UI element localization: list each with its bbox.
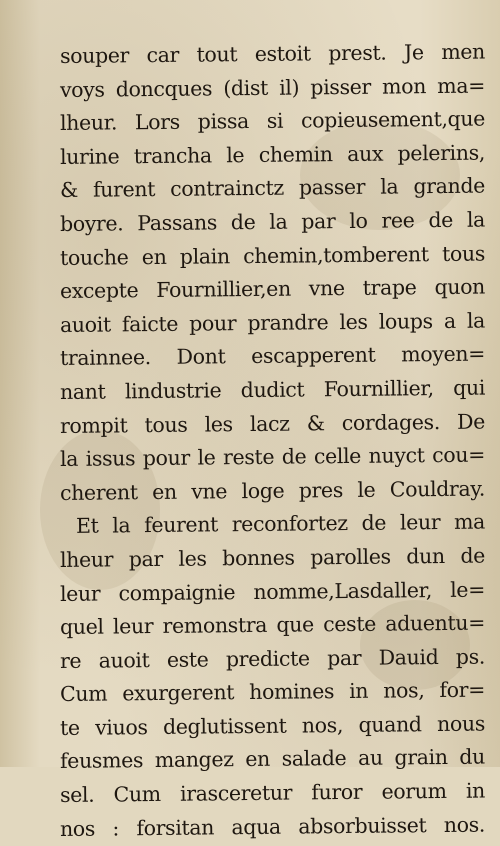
text-line: voys doncques (dist il) pisser mon ma= [59, 73, 486, 102]
text-line: sel. Cum irasceretur furor eorum in [59, 778, 486, 808]
text-line: & furent contrainctz passer la grande [59, 173, 486, 203]
text-line: auoit faicte pour prandre les loups a la [59, 308, 486, 337]
text-line: re auoit este predicte par Dauid ps. [59, 644, 486, 673]
text-line: lurine trancha le chemin aux pelerins, [59, 140, 486, 169]
text-line-paragraph-start: Et la feurent reconfortez de leur ma [75, 509, 486, 539]
text-line: nant lindustrie dudict Fournillier, qui [59, 375, 486, 404]
text-line: boyre. Passans de la par lo ree de la [59, 207, 486, 236]
text-line: touche en plain chemin,tomberent tous [59, 241, 486, 270]
text-line: leur compaignie nomme,Lasdaller, le= [59, 577, 486, 606]
text-line: feusmes mangez en salade au grain du [59, 745, 486, 774]
text-line: excepte Fournillier,en vne trape quon [59, 274, 486, 304]
text-line: souper car tout estoit prest. Je men [59, 39, 486, 68]
text-line: lheur par les bonnes parolles dun de [59, 543, 486, 572]
text-line: quel leur remonstra que ceste aduentu= [59, 610, 486, 640]
text-line: la issus pour le reste de celle nuyct cou= [59, 442, 486, 472]
text-line: Cum exurgerent homines in nos, for= [59, 677, 486, 707]
text-line: lheur. Lors pissa si copieusement,que [59, 106, 486, 136]
text-line: rompit tous les lacz & cordages. De [59, 409, 486, 438]
text-block [60, 40, 485, 846]
text-line: cherent en vne loge pres le Couldray. [59, 476, 486, 505]
text-line: nos : forsitan aqua absorbuisset nos. [59, 812, 486, 841]
text-line: trainnee. Dont escapperent moyen= [59, 341, 486, 371]
text-line: te viuos deglutissent nos, quand nous [59, 711, 486, 740]
